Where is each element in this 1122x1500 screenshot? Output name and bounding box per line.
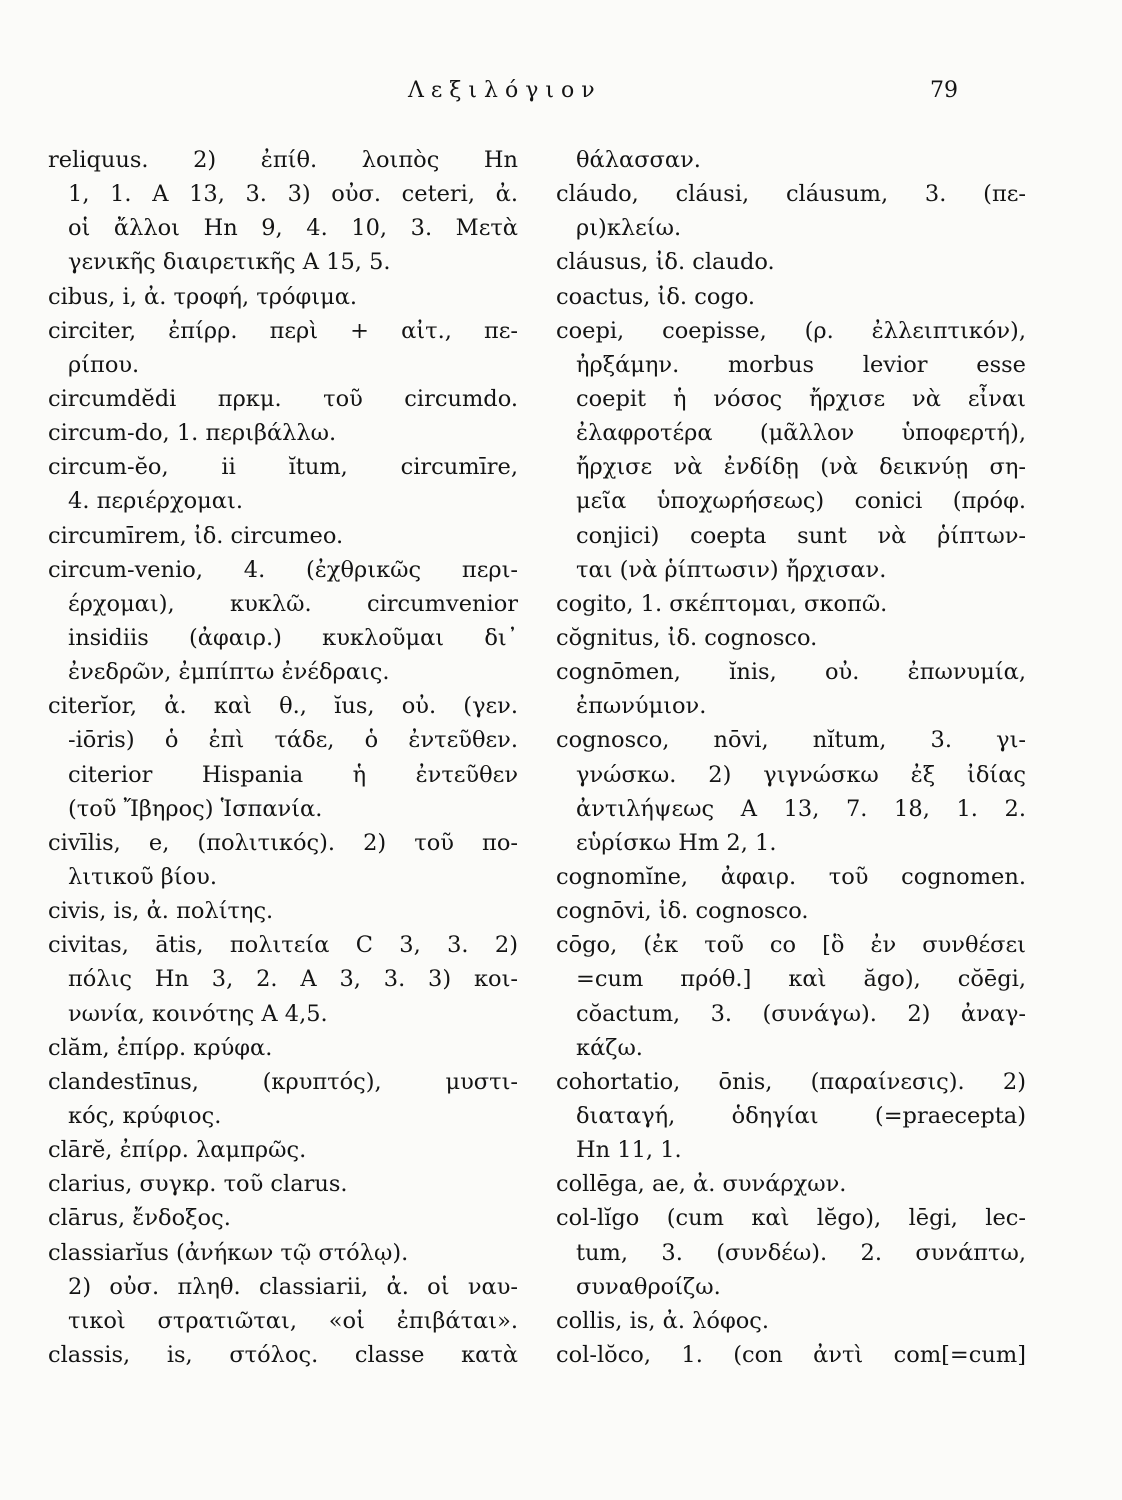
dictionary-line: clăm, ἐπίρρ. κρύφα. [48, 1034, 273, 1061]
dictionary-line: cognosco, nōvi, nĭtum, 3. γι- [556, 727, 1026, 754]
dictionary-line: ἠρξάμην. morbus levior esse [576, 351, 1026, 378]
dictionary-line: πόλις Hn 3, 2. A 3, 3. 3) κοι- [68, 966, 518, 993]
dictionary-line: collis, is, ἀ. λόφος. [556, 1307, 769, 1334]
dictionary-line: 2) οὐσ. πληθ. classiarii, ἀ. οἱ ναυ- [68, 1273, 518, 1300]
dictionary-line: conjici) coepta sunt νὰ ῥίπτων- [576, 522, 1026, 549]
dictionary-line: classis, is, στόλος. classe κατὰ [48, 1341, 518, 1368]
dictionary-line: col-lŏco, 1. (con ἀντὶ com[=cum] [556, 1341, 1026, 1368]
dictionary-line: νωνία, κοινότης A 4,5. [68, 1000, 328, 1027]
dictionary-line: ἐνεδρῶν, ἐμπίπτω ἐνέδραις. [68, 659, 390, 686]
right-column [556, 143, 1026, 1372]
dictionary-line: coactus, ἰδ. cogo. [556, 283, 756, 310]
dictionary-line: (τοῦ Ἴβηρος) Ἱσπανία. [68, 795, 323, 822]
dictionary-line: cláusus, ἰδ. claudo. [556, 249, 775, 276]
dictionary-line: γνώσκω. 2) γιγνώσκω ἐξ ἰδίας [576, 761, 1026, 788]
dictionary-line: collēga, ae, ἀ. συνάρχων. [556, 1171, 847, 1198]
dictionary-line: 1, 1. A 13, 3. 3) οὐσ. ceteri, ἀ. [68, 181, 518, 208]
dictionary-line: cŏgnitus, ἰδ. cognosco. [556, 624, 818, 651]
dictionary-line: -iōris) ὁ ἐπὶ τάδε, ὁ ἐντεῦθεν. [68, 727, 518, 754]
dictionary-line: insidiis (ἀφαιρ.) κυκλοῦμαι δι᾽ [68, 624, 518, 651]
dictionary-line: cognōmen, ĭnis, οὐ. ἐπωνυμία, [556, 659, 1026, 686]
dictionary-line: τικοὶ στρατιῶται, «οἱ ἐπιβάται». [68, 1307, 518, 1334]
dictionary-line: reliquus. 2) ἐπίθ. λοιπὸς Hn [48, 147, 518, 173]
dictionary-line: clārus, ἔνδοξος. [48, 1205, 231, 1232]
dictionary-line: ἐλαφροτέρα (μᾶλλον ὑποφερτή), [576, 420, 1026, 447]
dictionary-line: κός, κρύφιος. [68, 1102, 222, 1129]
dictionary-line: circum-ĕo, ii ĭtum, circumīre, [48, 454, 518, 481]
page-header [0, 78, 1122, 112]
dictionary-line: circumīrem, ἰδ. circumeo. [48, 522, 344, 549]
dictionary-line: classiarĭus (ἀνήκων τῷ στόλῳ). [48, 1239, 409, 1266]
dictionary-line: μεῖα ὑποχωρήσεως) conici (πρόφ. [576, 488, 1026, 515]
dictionary-line: coepi, coepisse, (ρ. ἐλλειπτικόν), [556, 317, 1026, 344]
page-number: 79 [930, 78, 958, 103]
dictionary-line: έρχομαι), κυκλῶ. circumvenior [68, 590, 518, 617]
dictionary-line: coepit ἡ νόσος ἤρχισε νὰ εἶναι [576, 385, 1026, 412]
dictionary-line: cognōvi, ἰδ. cognosco. [556, 898, 809, 925]
dictionary-line: cogito, 1. σκέπτομαι, σκοπῶ. [556, 590, 888, 617]
dictionary-line: ἐπωνύμιον. [576, 693, 707, 720]
dictionary-line: =cum πρόθ.] καὶ ăgo), cŏēgi, [576, 966, 1026, 993]
dictionary-line: clarius, συγκρ. τοῦ clarus. [48, 1171, 348, 1198]
dictionary-line: ἤρχισε νὰ ἐνδίδῃ (νὰ δεικνύῃ ση- [576, 454, 1026, 481]
dictionary-line: διαταγή, ὁδηγίαι (=praecepta) [576, 1102, 1026, 1129]
dictionary-line: συναθροίζω. [576, 1273, 721, 1300]
dictionary-line: εὑρίσκω Hm 2, 1. [576, 829, 777, 856]
dictionary-line: cŏactum, 3. (συνάγω). 2) ἀναγ- [576, 1000, 1026, 1027]
dictionary-line: θάλασσαν. [576, 147, 701, 173]
dictionary-line: civīlis, e, (πολιτικός). 2) τοῦ πο- [48, 829, 518, 856]
left-column [48, 143, 518, 1372]
dictionary-line: cláudo, cláusi, cláusum, 3. (πε- [556, 181, 1026, 208]
dictionary-line: citerĭor, ἀ. καὶ θ., ĭus, οὐ. (γεν. [48, 693, 518, 720]
dictionary-line: cognomĭne, ἀφαιρ. τοῦ cognomen. [556, 863, 1026, 890]
dictionary-line: cohortatio, ōnis, (παραίνεσις). 2) [556, 1068, 1026, 1095]
dictionary-line: γενικῆς διαιρετικῆς A 15, 5. [68, 249, 391, 276]
dictionary-line: κάζω. [576, 1034, 643, 1061]
dictionary-line: clārĕ, ἐπίρρ. λαμπρῶς. [48, 1137, 307, 1164]
dictionary-line: circiter, ἐπίρρ. περὶ + αἰτ., πε- [48, 317, 518, 344]
dictionary-line: Hn 11, 1. [576, 1137, 682, 1164]
dictionary-line: cōgo, (ἐκ τοῦ co [ὃ ἐν συνθέσει [556, 932, 1026, 959]
running-title: Λεξιλόγιον [408, 78, 602, 103]
dictionary-line: circumdĕdi πρκμ. τοῦ circumdo. [48, 385, 518, 412]
dictionary-line: civitas, ātis, πολιτεία C 3, 3. 2) [48, 932, 518, 959]
dictionary-line: clandestīnus, (κρυπτός), μυστι- [48, 1068, 518, 1095]
dictionary-line: λιτικοῦ βίου. [68, 863, 217, 890]
dictionary-line: citerior Hispania ἡ ἐντεῦθεν [68, 761, 518, 788]
dictionary-line: cibus, i, ἀ. τροφή, τρόφιμα. [48, 283, 358, 310]
dictionary-line: ρι)κλείω. [576, 215, 682, 242]
dictionary-line: οἱ ἄλλοι Hn 9, 4. 10, 3. Μετὰ [68, 215, 518, 242]
dictionary-line: circum-do, 1. περιβάλλω. [48, 420, 337, 447]
dictionary-line: ἀντιλήψεως A 13, 7. 18, 1. 2. [576, 795, 1026, 822]
dictionary-line: civis, is, ἀ. πολίτης. [48, 898, 274, 925]
dictionary-line: tum, 3. (συνδέω). 2. συνάπτω, [576, 1239, 1026, 1266]
dictionary-line: circum-venio, 4. (ἐχθρικῶς περι- [48, 556, 518, 583]
dictionary-line: 4. περιέρχομαι. [68, 488, 243, 515]
dictionary-line: col-lĭgo (cum καὶ lĕgo), lēgi, lec- [556, 1205, 1026, 1232]
dictionary-line: ρίπου. [68, 351, 140, 378]
dictionary-line: ται (νὰ ῥίπτωσιν) ἤρχισαν. [576, 556, 887, 583]
